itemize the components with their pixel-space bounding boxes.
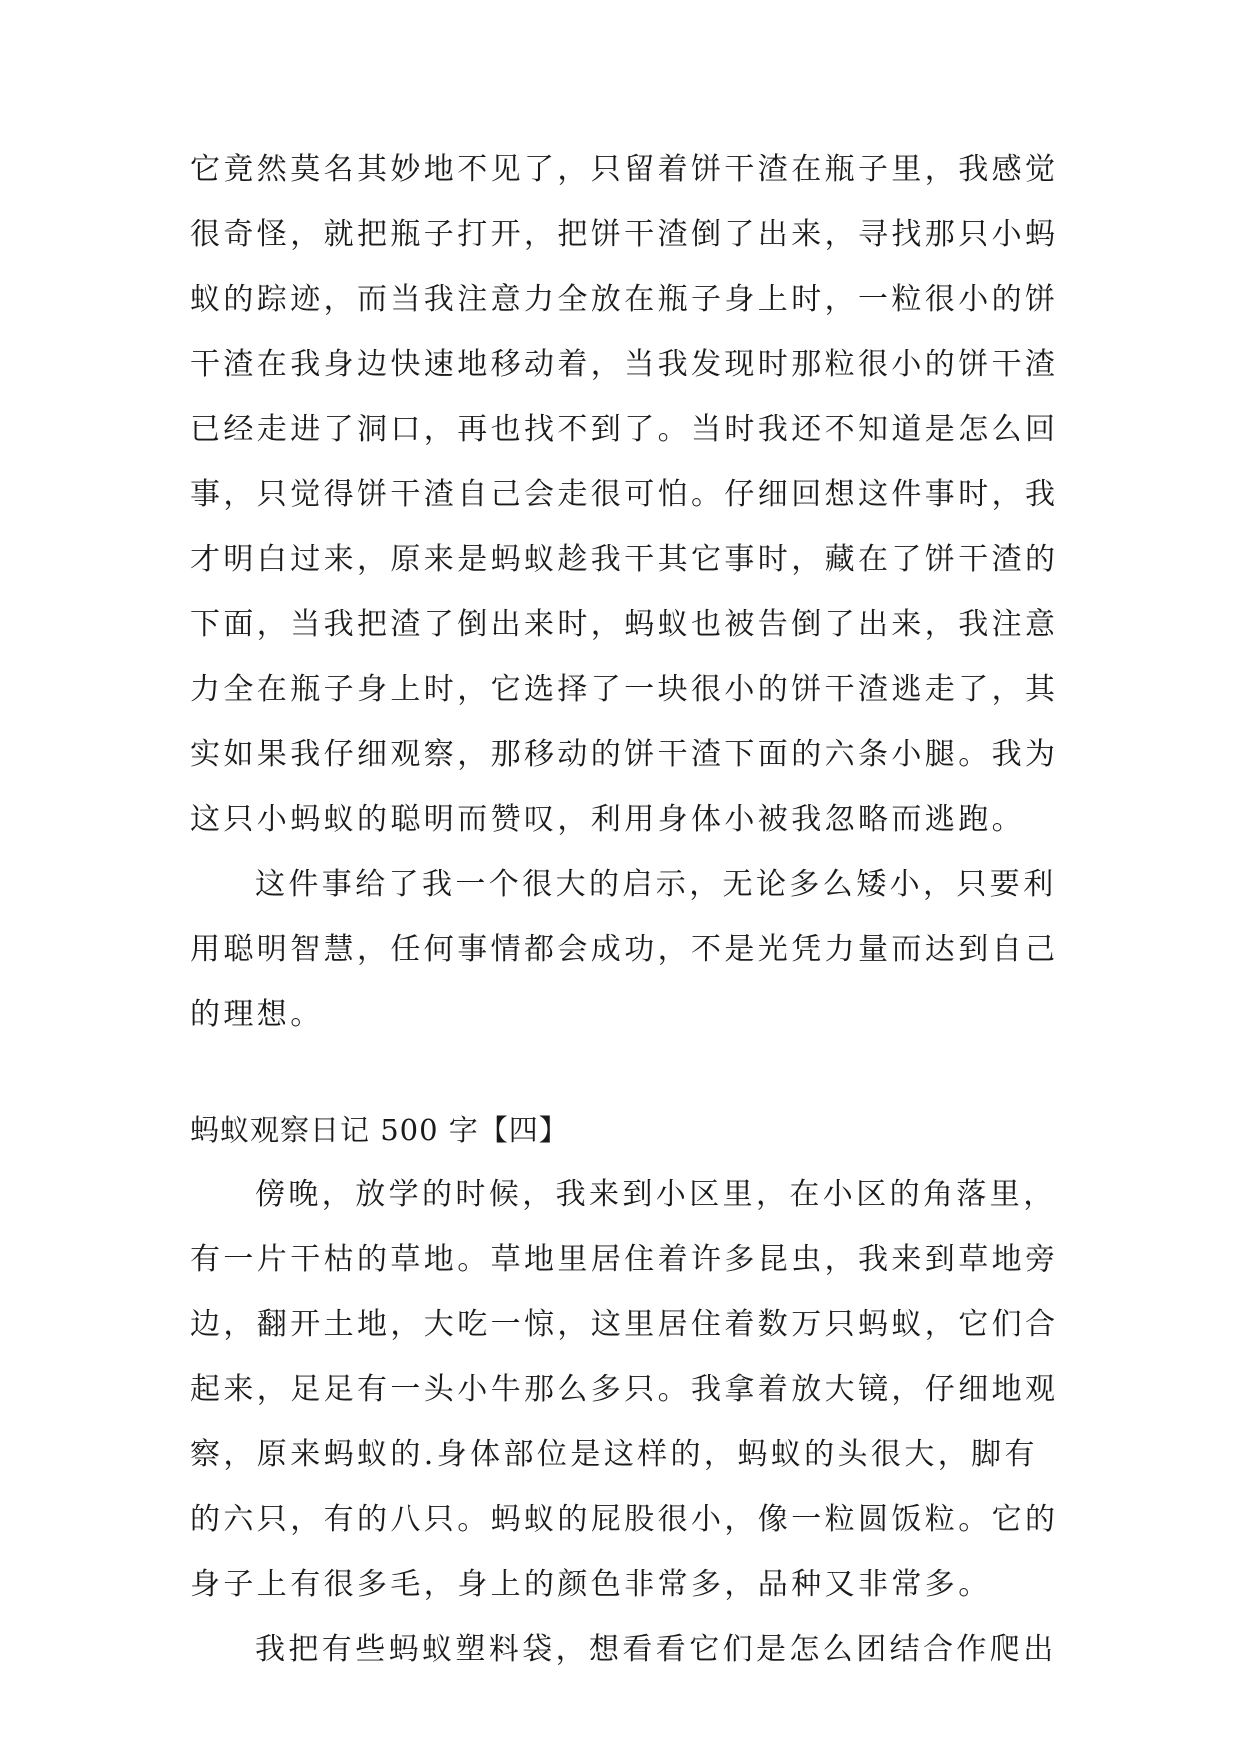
body-text-line: 干渣在我身边快速地移动着，当我发现时那粒很小的饼干渣 xyxy=(190,347,1059,382)
body-text-line: 用聪明智慧，任何事情都会成功，不是光凭力量而达到自己 xyxy=(190,932,1059,967)
paragraph-first-line: 我把有些蚂蚁塑料袋，想看看它们是怎么团结合作爬出 xyxy=(255,1632,1057,1667)
body-text-line: 事，只觉得饼干渣自己会走很可怕。仔细回想这件事时，我 xyxy=(190,477,1059,512)
body-text-line: 的理想。 xyxy=(190,997,324,1032)
body-text-line: 实如果我仔细观察，那移动的饼干渣下面的六条小腿。我为 xyxy=(190,737,1059,772)
body-text-line: 才明白过来，原来是蚂蚁趁我干其它事时，藏在了饼干渣的 xyxy=(190,542,1059,577)
body-text-line: 起来，足足有一头小牛那么多只。我拿着放大镜，仔细地观 xyxy=(190,1372,1059,1407)
body-text-line: 力全在瓶子身上时，它选择了一块很小的饼干渣逃走了，其 xyxy=(190,672,1059,707)
body-text-line: 已经走进了洞口，再也找不到了。当时我还不知道是怎么回 xyxy=(190,412,1059,447)
body-text-line: 蚁的踪迹，而当我注意力全放在瓶子身上时，一粒很小的饼 xyxy=(190,282,1059,317)
paragraph-first-line: 这件事给了我一个很大的启示，无论多么矮小，只要利 xyxy=(255,867,1057,902)
body-text-line: 边，翻开土地，大吃一惊，这里居住着数万只蚂蚁，它们合 xyxy=(190,1307,1059,1342)
body-text-line: 察，原来蚂蚁的.身体部位是这样的，蚂蚁的头很大，脚有 xyxy=(190,1437,1038,1472)
body-text-line: 很奇怪，就把瓶子打开，把饼干渣倒了出来，寻找那只小蚂 xyxy=(190,217,1059,252)
body-text-line: 下面，当我把渣了倒出来时，蚂蚁也被告倒了出来，我注意 xyxy=(190,607,1059,642)
paragraph-first-line: 傍晚，放学的时候，我来到小区里，在小区的角落里， xyxy=(255,1177,1057,1212)
body-text-line: 的六只，有的八只。蚂蚁的屁股很小，像一粒圆饭粒。它的 xyxy=(190,1502,1059,1537)
body-text-line: 身子上有很多毛，身上的颜色非常多，品种又非常多。 xyxy=(190,1567,992,1602)
body-text-line: 有一片干枯的草地。草地里居住着许多昆虫，我来到草地旁 xyxy=(190,1242,1059,1277)
body-text-line: 这只小蚂蚁的聪明而赞叹，利用身体小被我忽略而逃跑。 xyxy=(190,802,1025,837)
body-text-line: 它竟然莫名其妙地不见了，只留着饼干渣在瓶子里，我感觉 xyxy=(190,152,1059,187)
section-heading: 蚂蚁观察日记 500 字【四】 xyxy=(190,1113,569,1147)
